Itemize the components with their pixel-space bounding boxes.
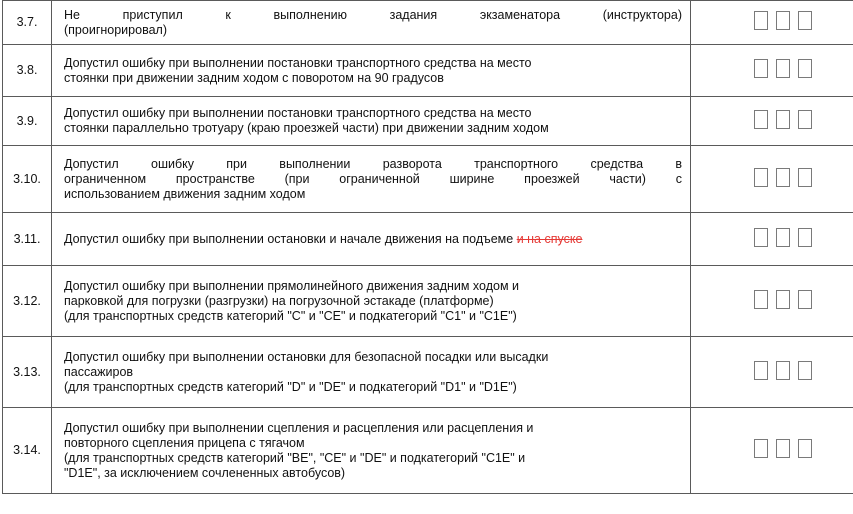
attempt-checkbox-3[interactable]: [798, 11, 812, 30]
attempt-checkbox-2[interactable]: [776, 168, 790, 187]
item-description: [52, 213, 691, 266]
checkbox-group: [691, 97, 853, 146]
desc-line: "D1E", за исключением сочлененных автобусов): [64, 465, 346, 480]
attempt-checkbox-2[interactable]: [776, 228, 790, 247]
desc-line: (для транспортных средств категорий "C" и "CE" и подкатегорий "C1" и "C1E"): [64, 308, 517, 323]
attempt-checkbox-3[interactable]: [798, 110, 812, 129]
attempt-checkbox-2[interactable]: [776, 439, 790, 458]
table-row: [3, 266, 853, 337]
attempt-checkbox-3[interactable]: [798, 59, 812, 78]
attempt-checkbox-3[interactable]: [798, 361, 812, 380]
item-description: [52, 45, 691, 97]
attempt-checkbox-2[interactable]: [776, 11, 790, 30]
item-description: [52, 1, 691, 45]
table-row: [3, 97, 853, 146]
item-description: [52, 266, 691, 337]
attempt-checkbox-3[interactable]: [798, 168, 812, 187]
item-number: 3.13.: [3, 337, 52, 408]
attempt-checkbox-1[interactable]: [754, 168, 768, 187]
desc-line: Допустил ошибку при выполнении прямолинейного движения задним ходом и: [64, 278, 520, 293]
item-number: 3.7.: [3, 1, 52, 45]
desc-line: Допустил ошибку при выполнении остановки для безопасной посадки или высадки: [64, 349, 549, 364]
attempt-checkbox-1[interactable]: [754, 110, 768, 129]
attempt-checkbox-3[interactable]: [798, 228, 812, 247]
attempt-checkbox-1[interactable]: [754, 11, 768, 30]
errors-table: [2, 0, 853, 494]
desc-line: стоянки параллельно тротуару (краю проезжей части) при движении задним ходом: [64, 121, 549, 135]
desc-line: (проигнорировал): [64, 22, 167, 37]
checkbox-group: [691, 408, 853, 494]
table-row: [3, 1, 853, 45]
item-description: [52, 337, 691, 408]
attempt-checkbox-2[interactable]: [776, 290, 790, 309]
desc-line: Допустил ошибку при выполнении разворота транспортного средства в: [64, 156, 682, 171]
item-number: 3.14.: [3, 408, 52, 494]
checkbox-group: [691, 337, 853, 408]
desc-line: Не приступил к выполнению задания экзаменатора (инструктора): [64, 7, 682, 22]
desc-line: Допустил ошибку при выполнении постановки транспортного средства на место: [64, 106, 532, 120]
checkbox-group: [691, 45, 853, 97]
attempt-checkbox-1[interactable]: [754, 361, 768, 380]
attempt-checkbox-3[interactable]: [798, 439, 812, 458]
checkbox-group: [691, 1, 853, 45]
attempt-checkbox-1[interactable]: [754, 228, 768, 247]
attempt-checkbox-2[interactable]: [776, 361, 790, 380]
checkbox-group: [691, 146, 853, 213]
desc-text: Допустил ошибку при выполнении остановки и начале движения на подъеме: [64, 231, 514, 246]
checkbox-group: [691, 266, 853, 337]
desc-line: повторного сцепления прицепа с тягачом: [64, 435, 305, 450]
table-row: [3, 45, 853, 97]
attempt-checkbox-2[interactable]: [776, 59, 790, 78]
item-number: 3.12.: [3, 266, 52, 337]
desc-line: пассажиров: [64, 364, 134, 379]
attempt-checkbox-1[interactable]: [754, 59, 768, 78]
item-number: 3.9.: [3, 97, 52, 146]
desc-line: ограниченном пространстве (при ограниченной ширине проезжей части) с: [64, 171, 682, 186]
table-row: [3, 337, 853, 408]
desc-line: Допустил ошибку при выполнении сцепления и расцепления или расцепления и: [64, 420, 534, 435]
item-number: 3.8.: [3, 45, 52, 97]
attempt-checkbox-3[interactable]: [798, 290, 812, 309]
table-row: [3, 213, 853, 266]
item-description: [52, 408, 691, 494]
attempt-checkbox-1[interactable]: [754, 290, 768, 309]
desc-line: (для транспортных средств категорий "D" и "DE" и подкатегорий "D1" и "D1E"): [64, 379, 517, 394]
item-description: [52, 97, 691, 146]
table-row: [3, 408, 853, 494]
item-description: [52, 146, 691, 213]
desc-line: парковкой для погрузки (разгрузки) на погрузочной эстакаде (платформе): [64, 293, 494, 308]
checkbox-group: [691, 213, 853, 266]
attempt-checkbox-1[interactable]: [754, 439, 768, 458]
desc-line: (для транспортных средств категорий "BE", "CE" и "DE" и подкатегорий "C1E" и: [64, 450, 526, 465]
struck-text: и на спуске: [516, 231, 583, 246]
desc-line: стоянки при движении задним ходом с поворотом на 90 градусов: [64, 70, 444, 85]
item-number: 3.10.: [3, 146, 52, 213]
item-number: 3.11.: [3, 213, 52, 266]
table-row: [3, 146, 853, 213]
desc-line: Допустил ошибку при выполнении постановки транспортного средства на место: [64, 55, 532, 70]
attempt-checkbox-2[interactable]: [776, 110, 790, 129]
desc-line: использованием движения задним ходом: [64, 186, 306, 201]
